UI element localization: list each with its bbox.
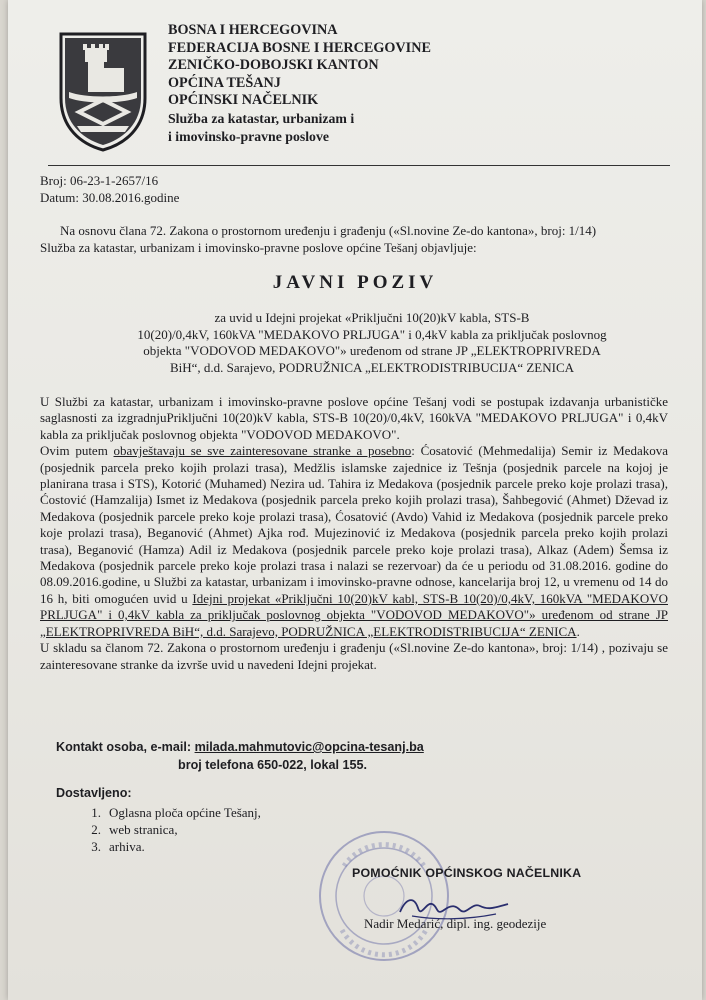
- municipality-coat-of-arms: [55, 28, 151, 152]
- list-item: 2. web stranica,: [91, 822, 178, 837]
- signer-name: Nadir Medarić, dipl. ing. geodezije: [364, 916, 547, 931]
- reference-number: Broj: 06-23-1-2657/16: [40, 173, 159, 188]
- document-reference: [40, 172, 179, 206]
- subject-line-3: objekta "VODOVOD MEDAKOVO"» uređenom od strane JP „ELEKTROPRIVREDA: [143, 343, 601, 358]
- header-municipality: OPĆINA TEŠANJ: [168, 74, 281, 91]
- document-title: JAVNI POZIV: [272, 272, 438, 293]
- notification-project: Idejni projekat «Priključni 10(20)kV kabl, STS-B 10(20)/0,4kV, 160kVA "MEDAKOVO PRLJUGA" i 0,4kV kabla za priključak poslovnog objekta "VODOVOD MEDAKOVO"» uređenom od strane JP „ELEKTROPRIVREDA BiH“, d.d. Sarajevo, PODRUŽNICA „ELEKTRODISTRIBUCIJA“ ZENICA: [40, 590, 668, 639]
- signer-title: POMOĆNIK OPĆINSKOG NAČELNIKA: [352, 866, 582, 880]
- header-service-line-1: Služba za katastar, urbanizam i: [168, 110, 355, 126]
- contact-phone: broj telefona 650-022, lokal 155.: [178, 758, 367, 772]
- subject-line-4: BiH“, d.d. Sarajevo, PODRUŽNICA „ELEKTRODISTRIBUCIJA“ ZENICA: [169, 359, 575, 375]
- notification-end: .: [576, 623, 580, 639]
- notification-underlined: obavještavaju se sve zainteresovane stranke a posebno: [113, 443, 412, 459]
- document-page: [8, 0, 702, 1000]
- body-paragraph-invitation: U skladu sa članom 72. Zakona o prostornom uređenju i građenju («Sl.novine Ze-do kantona», broj: 1/14) , pozivaju se zainteresovane stranke da izvrše uvid u navedeni Idejni projekat.: [40, 640, 668, 672]
- subject-line-1: za uvid u Idejni projekat «Priključni 10(20)kV kabla, STS-B: [214, 310, 530, 325]
- contact-email: milada.mahmutovic@opcina-tesanj.ba: [194, 740, 424, 754]
- delivered-heading: Dostavljeno:: [56, 786, 132, 800]
- header-service-line-2: i imovinsko-pravne poslove: [168, 128, 329, 144]
- body-paragraph-procedure: U Službi za katastar, urbanizam i imovinsko-pravne poslove općine Tešanj vodi se postupak izdavanja urbanističke saglasnosti za izgradnjuPriključni 10(20)kV kabla, STS-B 10(20)/0,4kV, 160kVA "MEDAKOVO PRLJUGA" i 0,4kV kabla za priključak poslovnog objekta "VODOVOD MEDAKOVO".: [40, 394, 668, 442]
- header-mayor: OPĆINSKI NAČELNIK: [168, 92, 319, 109]
- intro-line-1: Na osnovu člana 72. Zakona o prostornom uređenju i građenju («Sl.novine Ze-do kantona», broj: 1/14): [60, 223, 597, 238]
- body-paragraph-notification: [40, 443, 668, 640]
- subject-line-2: 10(20)/0,4kV, 160kVA "MEDAKOVO PRLJUGA" i 0,4kV kabla za priključak poslovnog: [137, 326, 607, 342]
- intro-paragraph: [40, 223, 668, 256]
- contact-block: [56, 738, 656, 774]
- notice-subject: [72, 310, 672, 376]
- header-federation: FEDERACIJA BOSNE I HERCEGOVINE: [168, 39, 431, 56]
- list-item: 3. arhiva.: [91, 839, 145, 854]
- reference-date: Datum: 30.08.2016.godine: [40, 190, 180, 205]
- list-item: 1. Oglasna ploča općine Tešanj,: [91, 805, 261, 820]
- notice-body: [40, 394, 668, 673]
- issuer-header: [168, 22, 431, 145]
- header-divider: [48, 165, 670, 166]
- intro-line-2: Služba za katastar, urbanizam i imovinsko-pravne poslove općine Tešanj objavljuje:: [40, 239, 477, 255]
- header-canton: ZENIČKO-DOBOJSKI KANTON: [168, 57, 379, 74]
- notification-lead: Ovim putem: [40, 443, 114, 459]
- delivered-list: [56, 804, 261, 855]
- contact-label: Kontakt osoba, e-mail:: [56, 740, 195, 754]
- notification-parties: : Ćosatović (Mehmedalija) Semir iz Medakova (posjednik parcela preko kojih prolazi trasa), Medžlis islamske zajednice iz Tešnja (posjednik parcele na kojoj je planirana trasa i STS), Kotorić (Muhamed) Nezira ud. Tahira iz Medakova (posjednik parcele preko koje prolazi trasa), Ćostović (Hamzalija) Ismet iz Medakova (posjednik parcela preko kojih prolazi trasa), Šahbegović (Ahmet) Dževad iz Medakova (posjednik parcele preko koje prolazi trasa), Ćosatović (Avdo) Vahid iz Medakova (posjednik parcele preko koje prolazi trasa), Beganović (Ahmet) Ajka rođ. Mujezinović iz Medakova (posjednik parcela preko kojih prolazi trasa), Beganović (Hamza) Adil iz Medakova (posjednik parcele preko koje prolazi trasa), Alkaz (Adem) Šemsa iz Medakova (posjednik parcele preko koje prolazi trasa i nalazi se rezervoar) da će u periodu od 31.08.2016. godine do 08.09.2016.godine, u Službi za katastar, urbanizam i imovinsko-pravne odnose, kancelarija broj 12, u vremenu od 14 do 16 h, biti omogućen uvid u: [40, 443, 668, 606]
- header-country: BOSNA I HERCEGOVINA: [168, 22, 338, 38]
